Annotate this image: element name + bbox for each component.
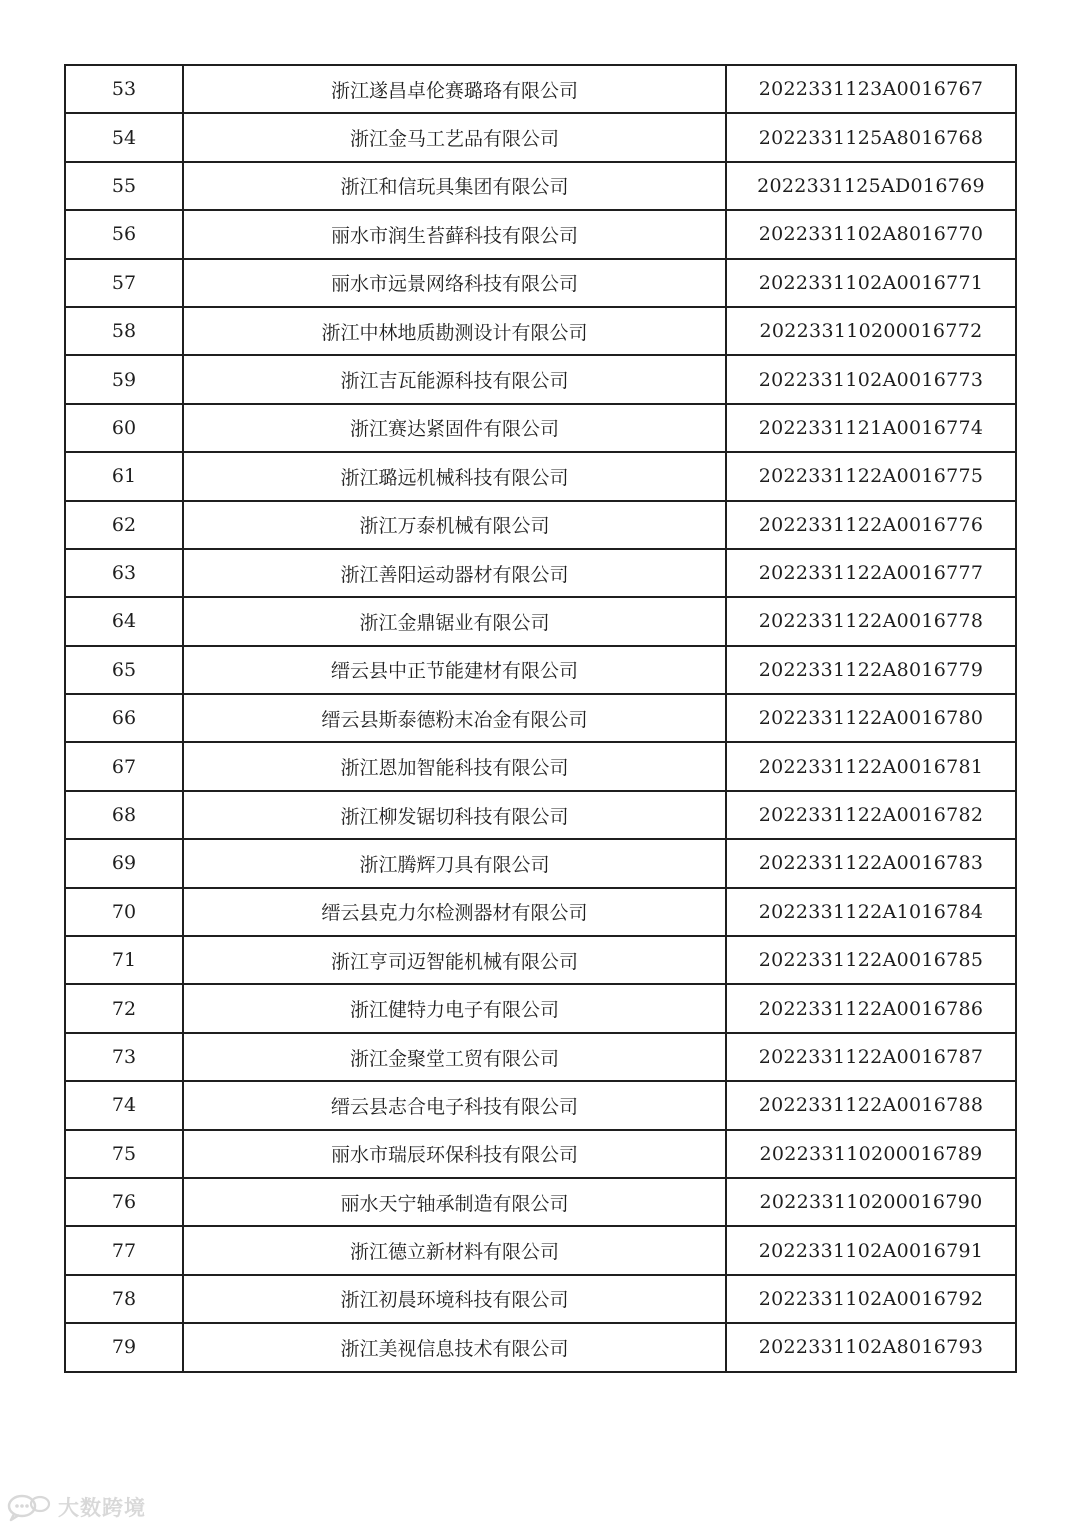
table-row: [65, 646, 1016, 694]
row-number-cell: 67: [65, 742, 183, 790]
row-number-cell: 58: [65, 307, 183, 355]
registration-code-cell: 2022331122A1016784: [726, 888, 1016, 936]
row-number-cell: 75: [65, 1130, 183, 1178]
company-name-cell: 丽水市远景网络科技有限公司: [183, 259, 726, 307]
table-row: [65, 1178, 1016, 1226]
table-row: [65, 742, 1016, 790]
registration-code-cell: 2022331102A0016773: [726, 355, 1016, 403]
row-number-cell: 64: [65, 597, 183, 645]
registration-code-cell: 2022331122A0016776: [726, 501, 1016, 549]
company-name-cell: 缙云县志合电子科技有限公司: [183, 1081, 726, 1129]
registration-code-cell: 2022331125AD016769: [726, 162, 1016, 210]
row-number-cell: 70: [65, 888, 183, 936]
company-name-cell: 浙江赛达紧固件有限公司: [183, 404, 726, 452]
company-name-cell: 浙江金马工艺品有限公司: [183, 113, 726, 161]
table-row: [65, 355, 1016, 403]
row-number-cell: 78: [65, 1275, 183, 1323]
registration-code-cell: 2022331102A8016793: [726, 1323, 1016, 1371]
registration-code-cell: 20223311020001​6790: [726, 1178, 1016, 1226]
table-row: [65, 839, 1016, 887]
table-row: [65, 1033, 1016, 1081]
row-number-cell: 63: [65, 549, 183, 597]
company-name-cell: 浙江健特力电子有限公司: [183, 984, 726, 1032]
chat-bubbles-icon: [6, 1492, 52, 1522]
table-row: [65, 936, 1016, 984]
table-row: [65, 791, 1016, 839]
table-row: [65, 1081, 1016, 1129]
row-number-cell: 59: [65, 355, 183, 403]
company-table-body: [65, 65, 1016, 1372]
company-name-cell: 浙江恩加智能科技有限公司: [183, 742, 726, 790]
table-row: [65, 549, 1016, 597]
company-name-cell: 浙江遂昌卓伦赛璐珞有限公司: [183, 65, 726, 113]
row-number-cell: 62: [65, 501, 183, 549]
company-name-cell: 丽水市润生苔藓科技有限公司: [183, 210, 726, 258]
registration-code-cell: 20223311020001​6772: [726, 307, 1016, 355]
company-name-cell: 浙江柳发锯切科技有限公司: [183, 791, 726, 839]
registration-code-cell: 2022331122A0016780: [726, 694, 1016, 742]
registration-code-cell: 2022331122A0016788: [726, 1081, 1016, 1129]
registration-code-cell: 2022331122A8016779: [726, 646, 1016, 694]
table-row: [65, 597, 1016, 645]
registration-code-cell: 2022331122A0016786: [726, 984, 1016, 1032]
company-table: [64, 64, 1017, 1373]
row-number-cell: 76: [65, 1178, 183, 1226]
company-name-cell: 浙江美视信息技术有限公司: [183, 1323, 726, 1371]
watermark-text: 大数跨境: [58, 1496, 146, 1520]
company-name-cell: 浙江初晨环境科技有限公司: [183, 1275, 726, 1323]
registration-code-cell: 2022331121A0016774: [726, 404, 1016, 452]
row-number-cell: 68: [65, 791, 183, 839]
registration-code-cell: 2022331102A0016771: [726, 259, 1016, 307]
row-number-cell: 66: [65, 694, 183, 742]
company-name-cell: 浙江中林地质勘测设计有限公司: [183, 307, 726, 355]
table-row: [65, 259, 1016, 307]
company-name-cell: 浙江德立新材料有限公司: [183, 1226, 726, 1274]
registration-code-cell: 2022331122A0016778: [726, 597, 1016, 645]
row-number-cell: 61: [65, 452, 183, 500]
company-name-cell: 丽水天宁轴承制造有限公司: [183, 1178, 726, 1226]
table-row: [65, 162, 1016, 210]
company-name-cell: 浙江金聚堂工贸有限公司: [183, 1033, 726, 1081]
registration-code-cell: 20223311020001​6789: [726, 1130, 1016, 1178]
row-number-cell: 54: [65, 113, 183, 161]
row-number-cell: 74: [65, 1081, 183, 1129]
registration-code-cell: 2022331102A0016791: [726, 1226, 1016, 1274]
table-row: [65, 1130, 1016, 1178]
registration-code-cell: 2022331122A0016783: [726, 839, 1016, 887]
row-number-cell: 53: [65, 65, 183, 113]
registration-code-cell: 2022331122A0016775: [726, 452, 1016, 500]
row-number-cell: 56: [65, 210, 183, 258]
registration-code-cell: 2022331125A8016768: [726, 113, 1016, 161]
registration-code-cell: 2022331122A0016787: [726, 1033, 1016, 1081]
table-row: [65, 452, 1016, 500]
table-row: [65, 1275, 1016, 1323]
table-row: [65, 694, 1016, 742]
registration-code-cell: 2022331102A0016792: [726, 1275, 1016, 1323]
table-row: [65, 65, 1016, 113]
row-number-cell: 60: [65, 404, 183, 452]
registration-code-cell: 2022331102A8016770: [726, 210, 1016, 258]
company-name-cell: 浙江璐远机械科技有限公司: [183, 452, 726, 500]
row-number-cell: 79: [65, 1323, 183, 1371]
company-name-cell: 浙江亨司迈智能机械有限公司: [183, 936, 726, 984]
table-row: [65, 1226, 1016, 1274]
table-row: [65, 113, 1016, 161]
company-name-cell: 浙江善阳运动器材有限公司: [183, 549, 726, 597]
registration-code-cell: 2022331122A0016781: [726, 742, 1016, 790]
registration-code-cell: 2022331123A0016767: [726, 65, 1016, 113]
company-name-cell: 缙云县斯泰德粉末冶金有限公司: [183, 694, 726, 742]
registration-code-cell: 2022331122A0016782: [726, 791, 1016, 839]
table-row: [65, 210, 1016, 258]
watermark: [6, 1490, 146, 1524]
table-row: [65, 984, 1016, 1032]
registration-code-cell: 2022331122A0016777: [726, 549, 1016, 597]
table-row: [65, 888, 1016, 936]
row-number-cell: 57: [65, 259, 183, 307]
company-name-cell: 缙云县中正节能建材有限公司: [183, 646, 726, 694]
company-name-cell: 丽水市瑞辰环保科技有限公司: [183, 1130, 726, 1178]
company-name-cell: 浙江和信玩具集团有限公司: [183, 162, 726, 210]
table-row: [65, 1323, 1016, 1371]
row-number-cell: 72: [65, 984, 183, 1032]
company-name-cell: 浙江腾辉刀具有限公司: [183, 839, 726, 887]
row-number-cell: 73: [65, 1033, 183, 1081]
company-name-cell: 浙江吉瓦能源科技有限公司: [183, 355, 726, 403]
table-row: [65, 404, 1016, 452]
table-row: [65, 501, 1016, 549]
row-number-cell: 71: [65, 936, 183, 984]
registration-code-cell: 2022331122A0016785: [726, 936, 1016, 984]
row-number-cell: 55: [65, 162, 183, 210]
row-number-cell: 69: [65, 839, 183, 887]
company-name-cell: 浙江万泰机械有限公司: [183, 501, 726, 549]
table-row: [65, 307, 1016, 355]
row-number-cell: 77: [65, 1226, 183, 1274]
row-number-cell: 65: [65, 646, 183, 694]
company-name-cell: 浙江金鼎锯业有限公司: [183, 597, 726, 645]
company-name-cell: 缙云县克力尔检测器材有限公司: [183, 888, 726, 936]
